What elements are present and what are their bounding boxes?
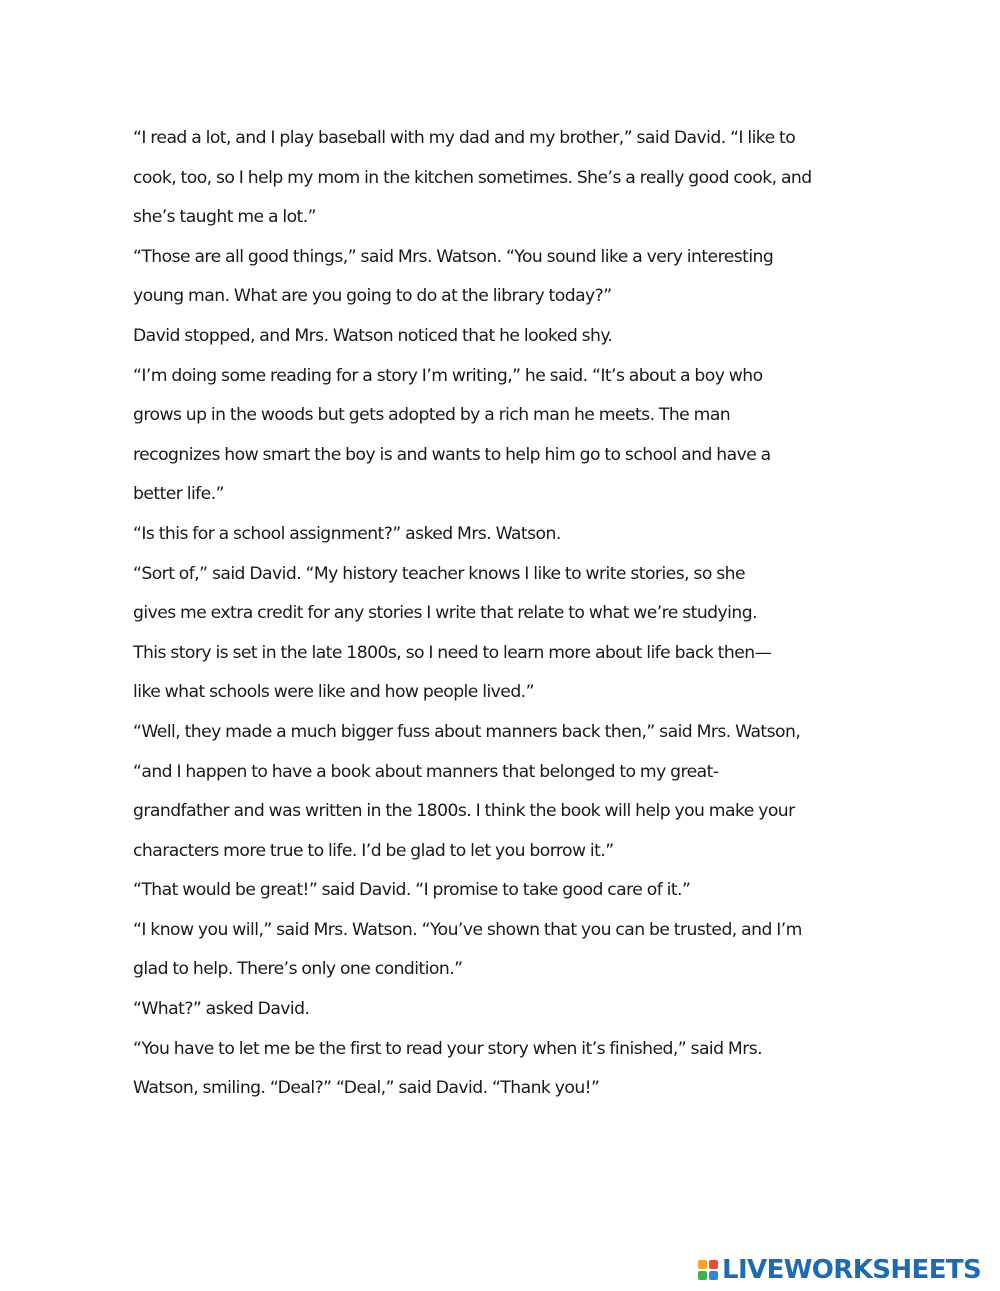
story-line: grows up in the woods but gets adopted by a rich man he meets. The man — [133, 405, 731, 426]
story-line: David stopped, and Mrs. Watson noticed that he looked shy. — [133, 325, 613, 346]
story-line: better life.” — [133, 484, 224, 505]
story-line: gives me extra credit for any stories I write that relate to what we’re studying. — [133, 603, 757, 624]
story-line: cook, too, so I help my mom in the kitchen sometimes. She’s a really good cook, and — [133, 167, 812, 188]
logo-text: LIVEWORKSHEETS — [722, 1255, 982, 1285]
logo-square-icon — [698, 1271, 707, 1280]
story-line: glad to help. There’s only one condition.” — [133, 959, 463, 980]
story-line: “and I happen to have a book about manners that belonged to my great- — [133, 761, 719, 782]
logo-square-icon — [709, 1260, 718, 1269]
story-line: “Those are all good things,” said Mrs. Watson. “You sound like a very interesting — [133, 246, 774, 267]
logo-square-icon — [698, 1260, 707, 1269]
story-line: like what schools were like and how people lived.” — [133, 682, 534, 703]
story-line: grandfather and was written in the 1800s. I think the book will help you make your — [133, 801, 795, 822]
story-line: “What?” asked David. — [133, 999, 310, 1020]
logo-mark-icon — [698, 1260, 718, 1280]
story-line: she’s taught me a lot.” — [133, 207, 316, 228]
story-line: Watson, smiling. “Deal?” “Deal,” said David. “Thank you!” — [133, 1078, 600, 1099]
liveworksheets-logo — [698, 1254, 981, 1286]
logo-square-icon — [709, 1271, 718, 1280]
story-line: “Well, they made a much bigger fuss about manners back then,” said Mrs. Watson, — [133, 721, 801, 742]
story-line: “Is this for a school assignment?” asked Mrs. Watson. — [133, 523, 561, 544]
story-line: “Sort of,” said David. “My history teacher knows I like to write stories, so she — [133, 563, 745, 584]
story-line: This story is set in the late 1800s, so I need to learn more about life back then— — [133, 642, 772, 663]
story-line: “I read a lot, and I play baseball with my dad and my brother,” said David. “I like to — [133, 128, 796, 148]
story-line: “You have to let me be the first to read your story when it’s finished,” said Mrs. — [133, 1038, 763, 1059]
story-line: “That would be great!” said David. “I promise to take good care of it.” — [133, 880, 691, 901]
story-line: “I know you will,” said Mrs. Watson. “You’ve shown that you can be trusted, and I’m — [133, 919, 802, 940]
story-line: “I’m doing some reading for a story I’m writing,” he said. “It’s about a boy who — [133, 365, 763, 386]
story-text — [133, 121, 873, 1111]
story-line: characters more true to life. I’d be glad to let you borrow it.” — [133, 840, 614, 861]
story-line: young man. What are you going to do at the library today?” — [133, 286, 612, 307]
story-line: recognizes how smart the boy is and wants to help him go to school and have a — [133, 444, 771, 465]
